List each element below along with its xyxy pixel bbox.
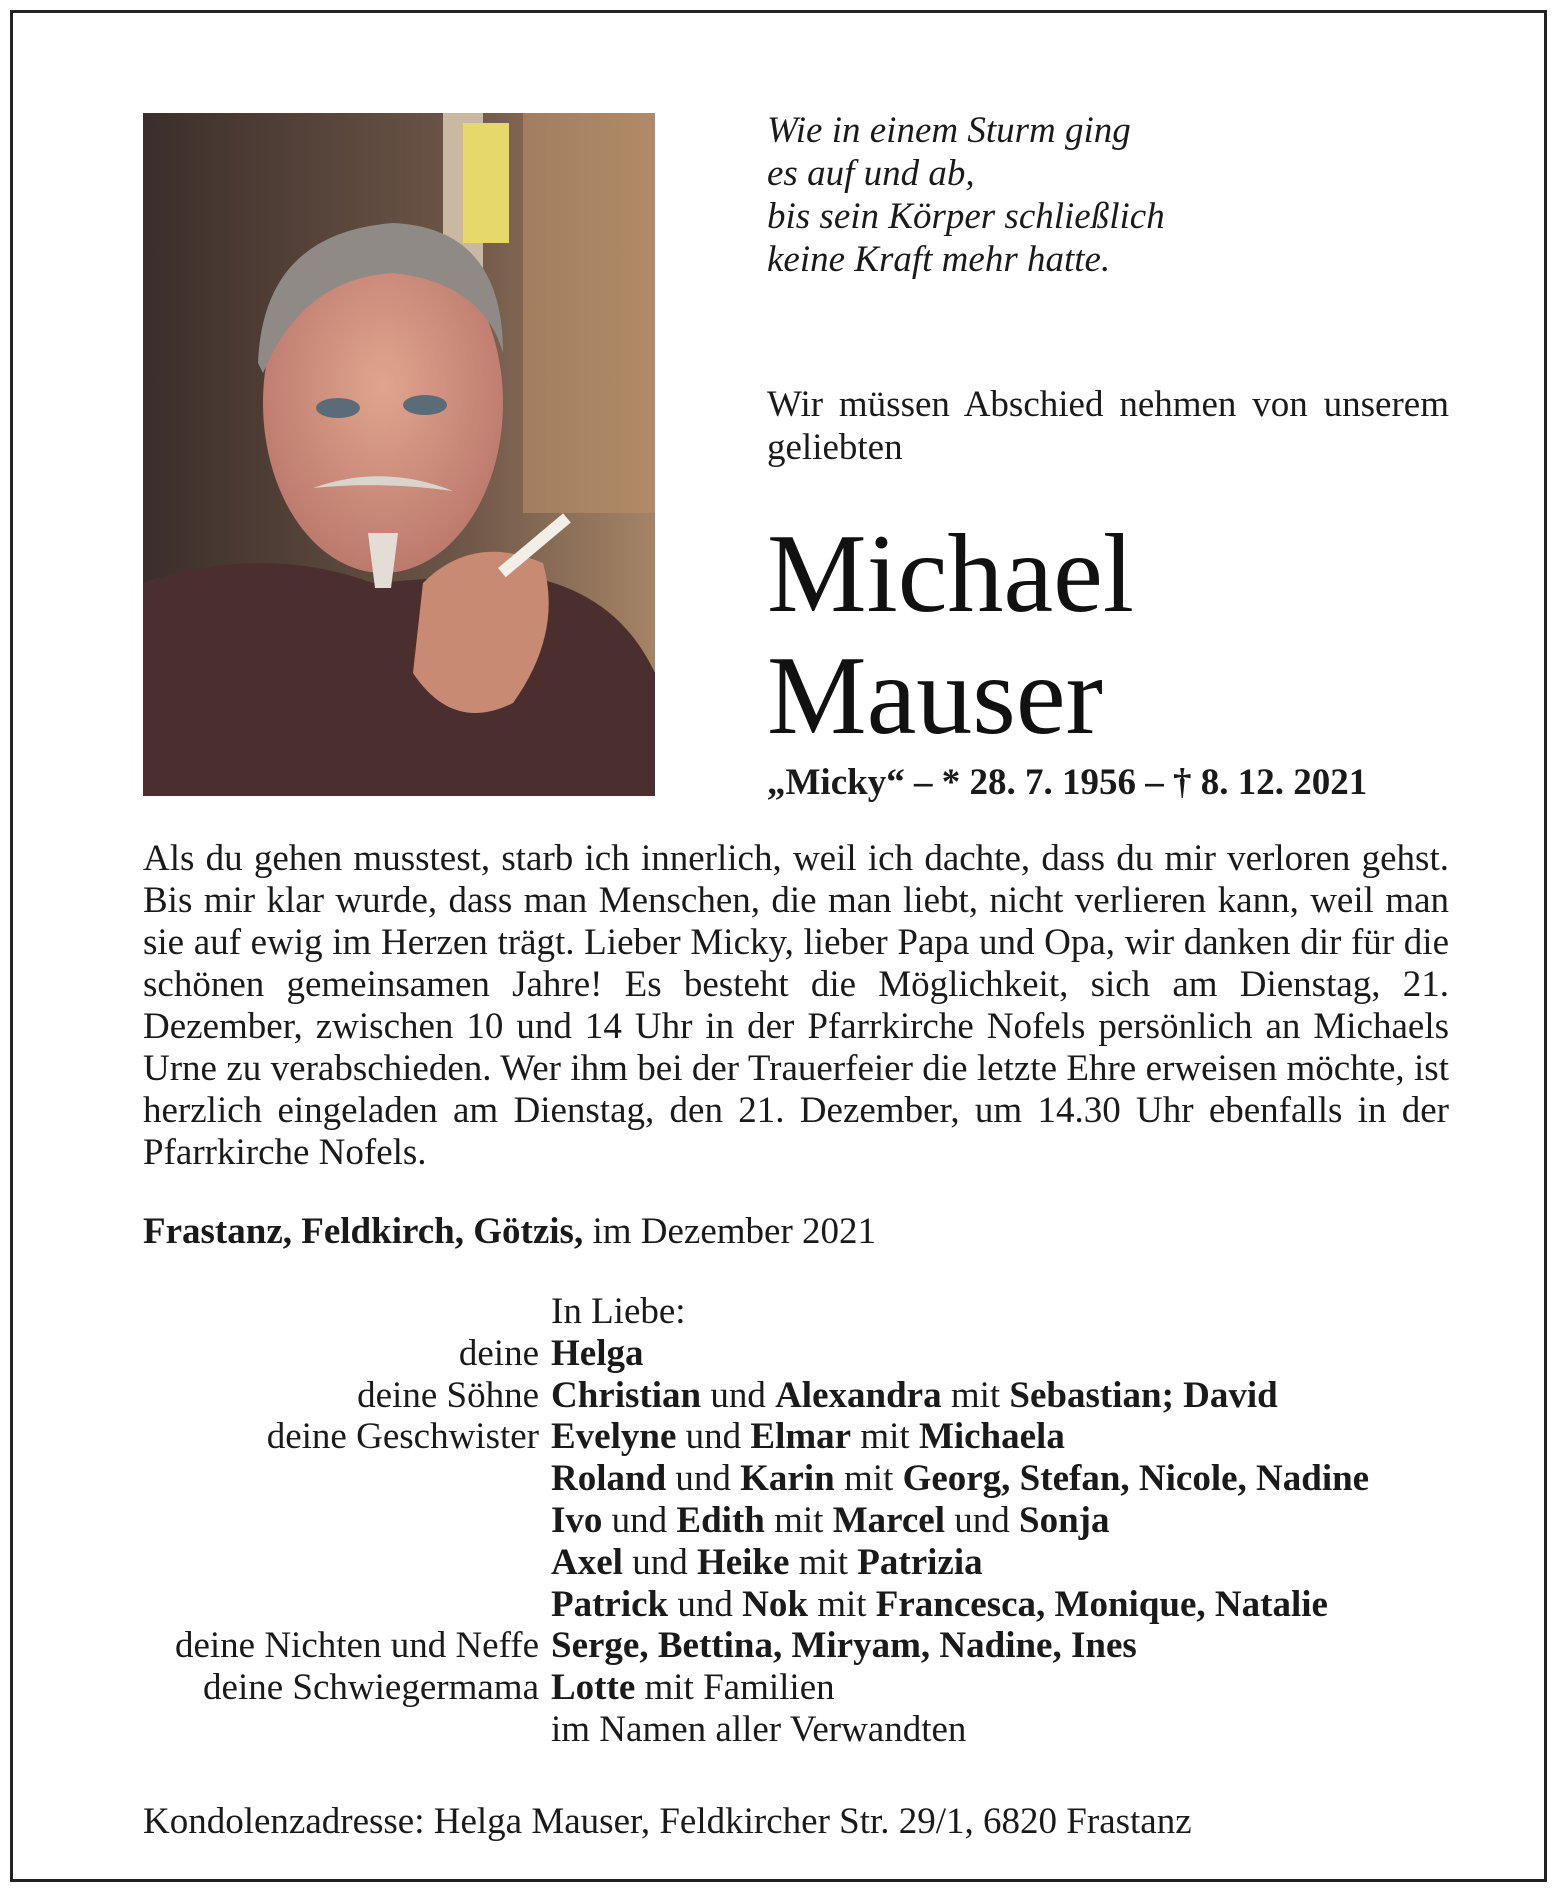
mourner-name: Evelyne [551,1416,677,1458]
mourner-names [551,1500,1473,1542]
mourner-connector: im Namen aller Verwandten [551,1708,967,1750]
mourner-relation [143,1458,551,1500]
mourner-connector: und [602,1499,677,1541]
mourner-name: Patrick [551,1583,669,1625]
mourner-relation: deine [458,1332,539,1374]
mourner-row [143,1375,1473,1417]
intro-text: Wir müssen Abschied nehmen von unserem geliebten [767,384,1449,468]
mourner-name: Marcel [832,1499,945,1541]
message-text: Als du gehen musstest, starb ich innerlich, weil ich dachte, dass du mir verloren gehst. Bis mir klar wurde, dass man Menschen, die man liebt, nicht verlieren kann, weil man sie auf ewig im Herzen trägt. Lieber Micky, lieber Papa und Opa, wir danken dir für die schönen gemeinsamen Jahre! Es besteht die Möglichkeit, sich am Dienstag, 21. Dezember, zwischen 10 und 14 Uhr in der Pfarrkirche Nofels persönlich an Michaels Urne zu verabschieden. Wer ihm bei der Trauerfeier die letzte Ehre erweisen möchte, ist herzlich eingeladen am Dienstag, den 21. Dezember, um 14.30 Uhr ebenfalls in der Pfarrkirche Nofels. [143,838,1449,1173]
poem-line: bis sein Körper schließlich [767,196,1165,237]
mourner-names [551,1333,1473,1375]
mourner-row [143,1542,1473,1584]
mourner-names [551,1458,1473,1500]
mourner-names [551,1667,1473,1709]
mourner-connector: mit [807,1583,876,1625]
mourner-name: Alexandra [775,1374,942,1416]
poem-line: keine Kraft mehr hatte. [767,239,1111,280]
mourner-relation [143,1584,551,1626]
mourner-names [551,1375,1473,1417]
mourner-name: Heike [696,1541,790,1583]
mourner-connector: und [622,1541,697,1583]
mourner-names [551,1709,1473,1751]
mourner-connector: und [701,1374,776,1416]
poem [767,109,1267,281]
mourners-heading-row [143,1291,1473,1333]
mourner-connector: mit Familien [635,1667,835,1709]
date-separator: – [904,762,942,803]
mourner-relation: deine Geschwister [266,1416,539,1458]
mourner-row [143,1416,1473,1458]
mourners-rows [143,1333,1473,1751]
month-year: im Dezember 2021 [583,1211,877,1252]
mourner-names [551,1416,1473,1458]
mourner-relation: deine Söhne [357,1374,539,1416]
mourner-name: Elmar [750,1416,852,1458]
mourners-list [143,1291,1473,1751]
place-date-line [143,1210,876,1254]
mourner-connector: mit [834,1458,903,1500]
last-name: Mauser [767,634,1103,758]
first-name: Michael [767,512,1134,636]
condolence-address: Kondolenzadresse: Helga Mauser, Feldkircher Str. 29/1, 6820 Frastanz [143,1801,1192,1842]
mourner-name: Francesca, Monique, Natalie [875,1583,1328,1625]
towns: Frastanz, Feldkirch, Götzis, [143,1211,584,1252]
mourner-connector: und [676,1416,751,1458]
death-date: † 8. 12. 2021 [1172,762,1368,803]
poem-line: Wie in einem Sturm ging [767,110,1131,151]
life-dates [767,761,1367,805]
mourner-relation: deine Schwiegermama [203,1667,539,1709]
mourner-name: Helga [551,1332,644,1374]
birth-date: * 28. 7. 1956 [941,762,1136,803]
mourner-names [551,1542,1473,1584]
mourner-connector: und [666,1458,741,1500]
mourner-name: Lotte [551,1667,636,1709]
mourner-name: Ivo [551,1499,603,1541]
mourner-name: Serge, Bettina, Miryam, Nadine, Ines [551,1625,1137,1667]
date-separator: – [1135,762,1173,803]
mourner-connector: mit [789,1541,858,1583]
mourner-name: Sebastian; David [1009,1374,1278,1416]
mourner-name: Patrizia [857,1541,983,1583]
mourner-name: Edith [676,1499,765,1541]
deceased-name [767,513,1134,757]
mourner-connector: mit [851,1416,919,1458]
mourner-name: Christian [551,1374,702,1416]
mourner-row [143,1333,1473,1375]
mourner-relation: deine Nichten und Neffe [174,1625,539,1667]
nickname: „Micky“ [767,762,905,803]
mourner-row [143,1584,1473,1626]
obituary-frame [10,10,1547,1882]
mourner-name: Axel [551,1541,623,1583]
mourner-names [551,1584,1473,1626]
mourner-relation [143,1500,551,1542]
mourner-row [143,1458,1473,1500]
portrait-image [143,113,655,796]
mourner-relation [143,1709,551,1751]
portrait-photo [143,113,655,796]
mourner-row [143,1667,1473,1709]
mourner-connector: mit [764,1499,833,1541]
poem-line: es auf und ab, [767,153,975,194]
mourner-connector: mit [941,1374,1010,1416]
mourner-name: Michaela [918,1416,1065,1458]
mourner-row [143,1500,1473,1542]
mourner-name: Georg, Stefan, Nicole, Nadine [902,1458,1370,1500]
mourner-relation [143,1542,551,1584]
mourner-name: Karin [740,1458,835,1500]
mourner-row [143,1709,1473,1751]
mourner-name: Nok [742,1583,808,1625]
mourner-names [551,1625,1473,1667]
mourner-row [143,1625,1473,1667]
mourner-name: Roland [551,1458,667,1500]
mourner-connector: und [945,1499,1019,1541]
mourner-connector: und [668,1583,743,1625]
mourner-name: Sonja [1019,1499,1110,1541]
mourners-heading: In Liebe: [551,1291,686,1332]
